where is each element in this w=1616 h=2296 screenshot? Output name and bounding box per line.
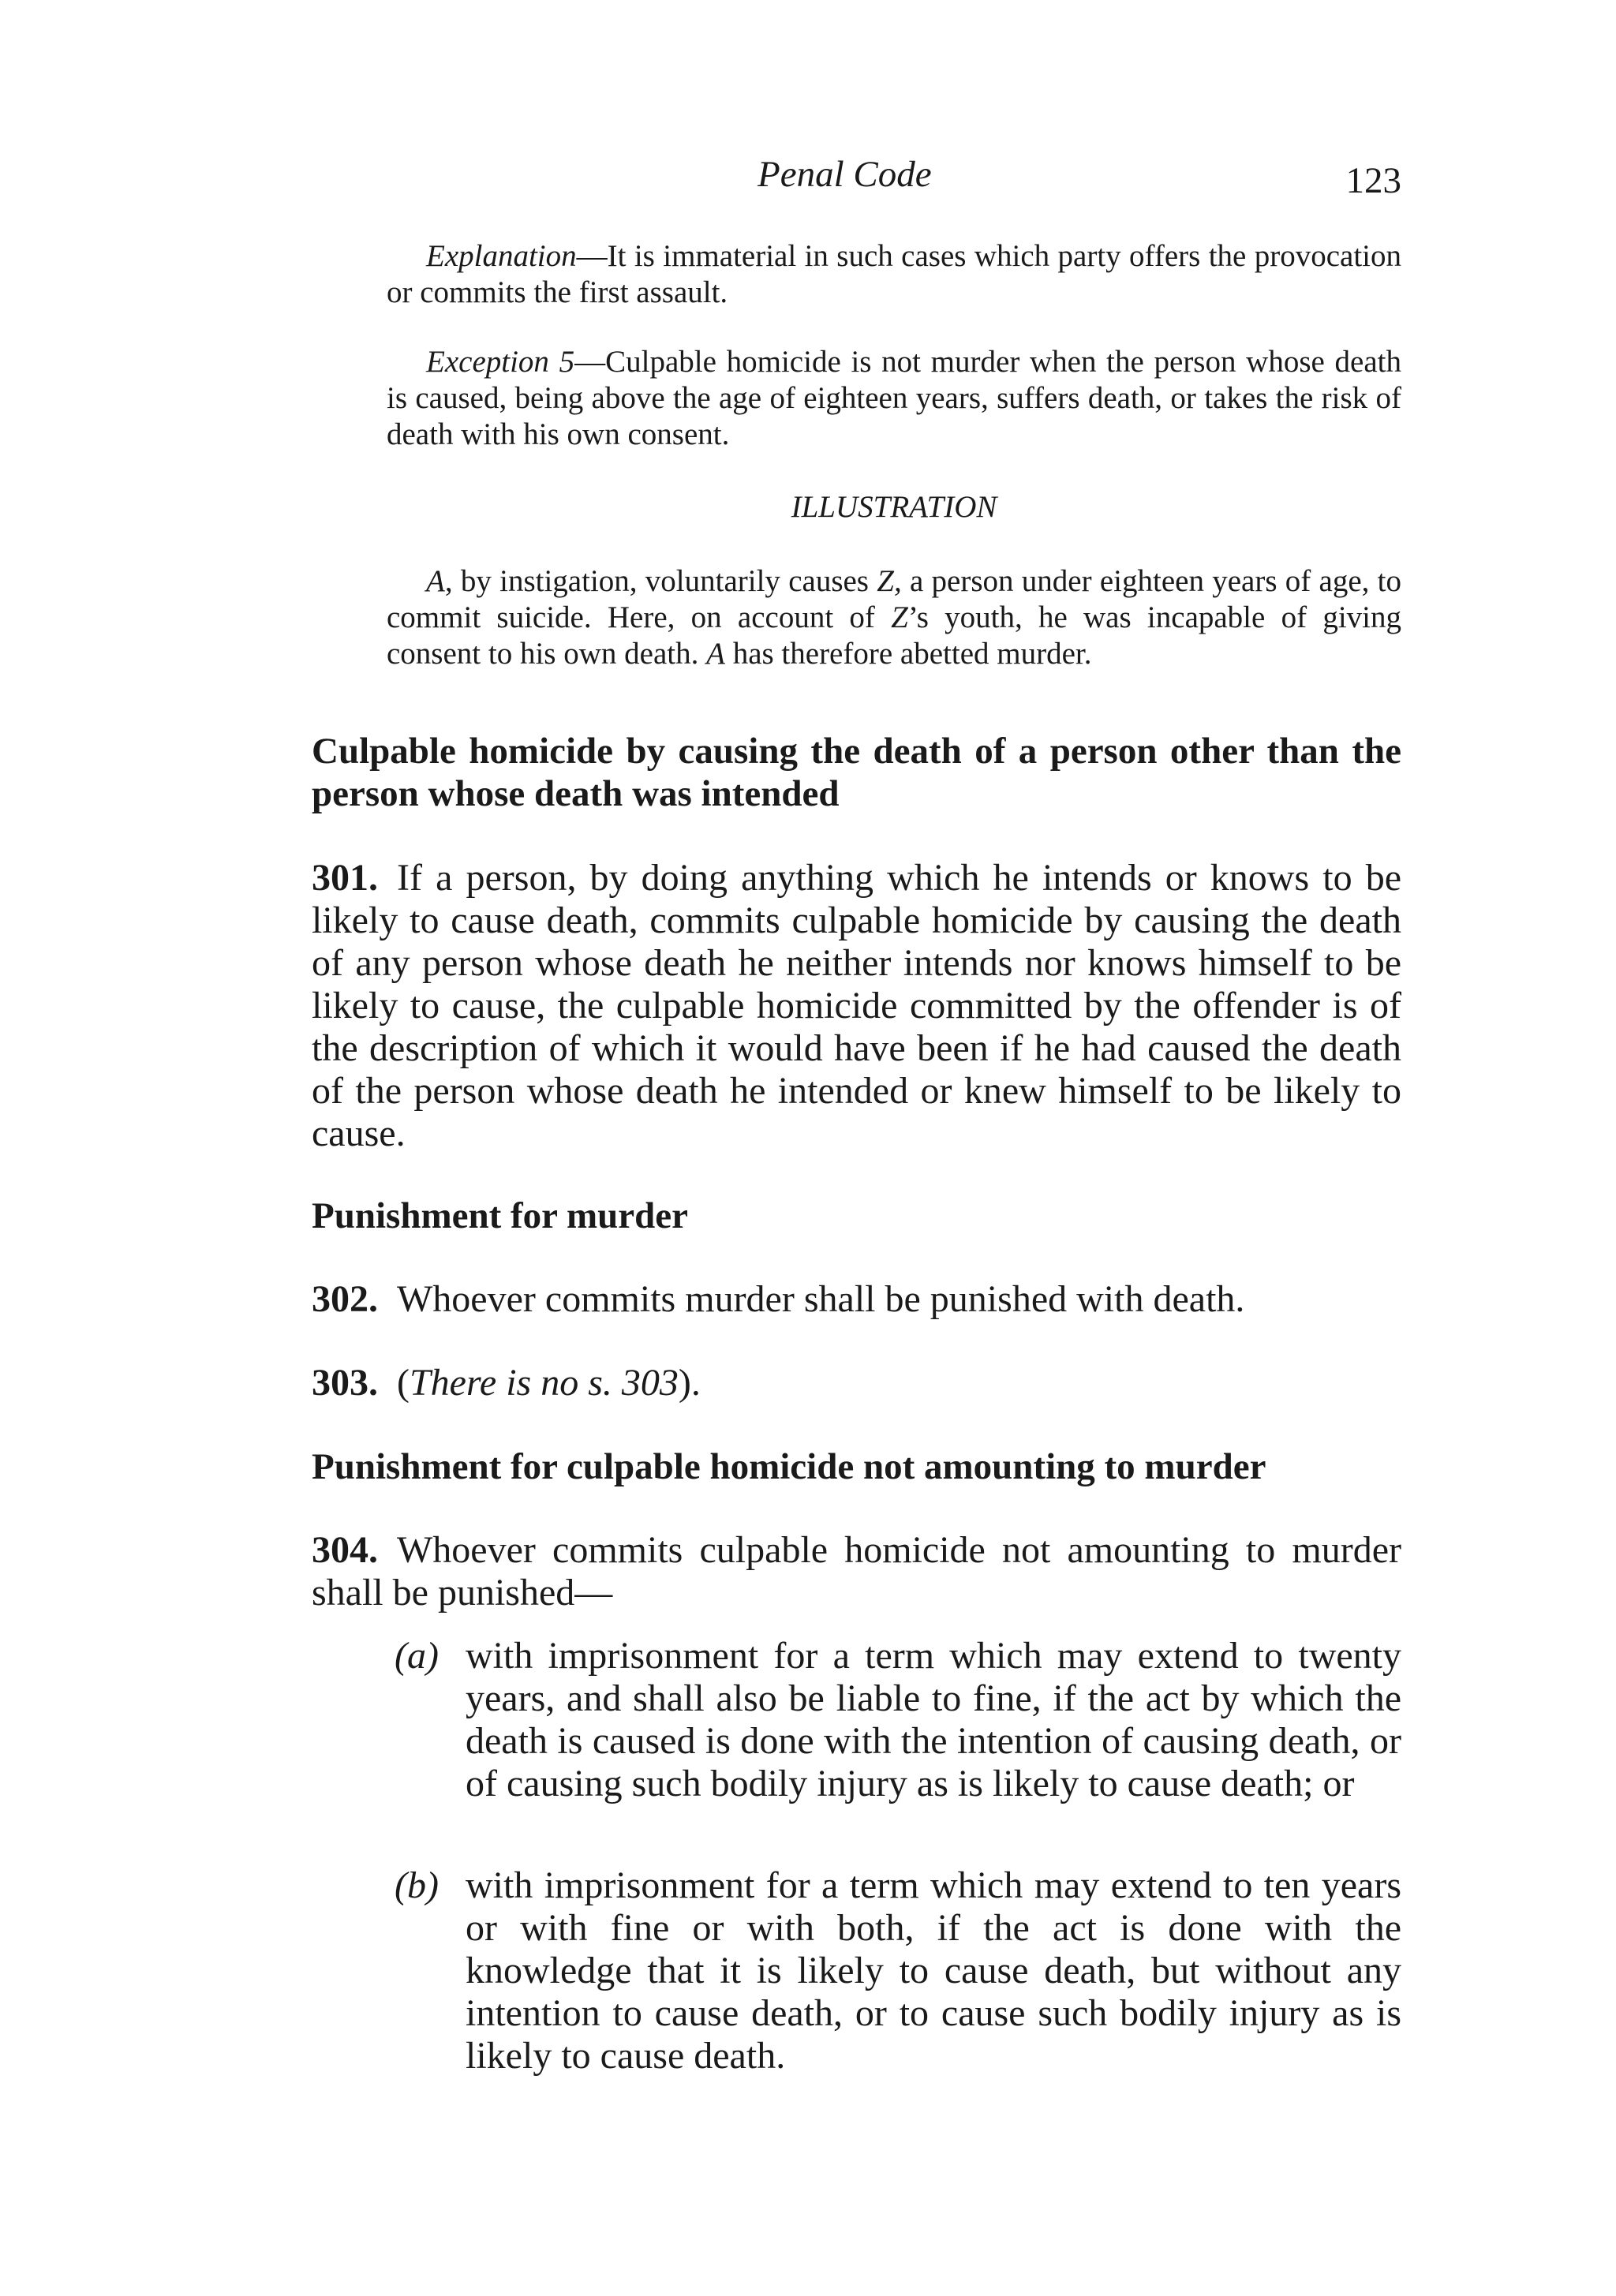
illustration-a-1: A [426, 564, 445, 598]
exception-5-text: —Culpable homicide is not murder when the person whose death is caused, being above the age of eighteen years, suffers death, or takes the risk of death with his own consent. [387, 345, 1401, 451]
section-302-heading: Punishment for murder [312, 1195, 688, 1236]
section-304-item-a [395, 1635, 1401, 1805]
item-a-label: (a) [395, 1635, 439, 1677]
exception-5-lead: Exception 5 [426, 345, 575, 379]
section-302-text: Whoever commits murder shall be punished with death. [397, 1278, 1245, 1320]
page-number: 123 [1345, 160, 1401, 201]
section-303-open: ( [397, 1362, 410, 1404]
explanation-text: —It is immaterial in such cases which party offers the provocation or commits the first assault. [387, 239, 1401, 309]
illustration-a-2: A [706, 637, 725, 671]
section-304-heading: Punishment for culpable homicide not amounting to murder [312, 1446, 1266, 1487]
item-b-text: with imprisonment for a term which may extend to ten years or with fine or with both, if the act is done with the knowledge that it is likely to cause death, but without any intention to cause death, or to cause such bodily injury as is likely to cause death. [466, 1864, 1401, 2077]
illustration-z-2: Z [891, 600, 908, 634]
section-304-number: 304. [312, 1529, 378, 1571]
item-b-label: (b) [395, 1864, 439, 1906]
section-303-number: 303. [312, 1362, 378, 1404]
running-head-title: Penal Code [758, 154, 932, 195]
section-304-paragraph [312, 1529, 1401, 1614]
section-304-item-b [395, 1864, 1401, 2077]
section-301-heading: Culpable homicide by causing the death of a person other than the person whose death was intended [312, 731, 1401, 814]
section-301-paragraph [312, 857, 1401, 1155]
illustration-text-3: ’s youth, he was incapable of giving consent to his own death. [387, 600, 1401, 671]
illustration-text-4: has therefore abetted murder. [724, 637, 1092, 671]
section-301-number: 301. [312, 857, 378, 899]
explanation-lead: Explanation [426, 239, 577, 273]
illustration-paragraph [387, 563, 1401, 672]
exception-5-paragraph [387, 344, 1401, 453]
section-301-text: If a person, by doing anything which he intends or knows to be likely to cause death, commits culpable homicide by causing the death of any person whose death he neither intends nor knows himself to be likely to cause, the culpable homicide committed by the offender is of the description of which it would have been if he had caused the death of the person whose death he intended or knew himself to be likely to cause. [312, 857, 1401, 1154]
section-303-close: ). [678, 1362, 701, 1404]
item-a-text: with imprisonment for a term which may extend to twenty years, and shall also be liable to fine, if the act by which the death is caused is done with the intention of causing death, or of causing such bodily injury as is likely to cause death; or [466, 1635, 1401, 1804]
section-303-paragraph [312, 1362, 1401, 1404]
section-302-paragraph [312, 1278, 1401, 1321]
illustration-text-2: a person under eighteen years of age, to commit suicide. Here, on account of [387, 564, 1401, 634]
explanation-paragraph [387, 238, 1401, 311]
illustration-z-1: Z, [877, 564, 902, 598]
section-303-text: There is no s. 303 [409, 1362, 679, 1404]
section-304-text: Whoever commits culpable homicide not amounting to murder shall be punished— [312, 1529, 1401, 1614]
section-302-number: 302. [312, 1278, 378, 1320]
illustration-text-1: , by instigation, voluntarily causes [444, 564, 877, 598]
illustration-heading: ILLUSTRATION [791, 490, 997, 524]
